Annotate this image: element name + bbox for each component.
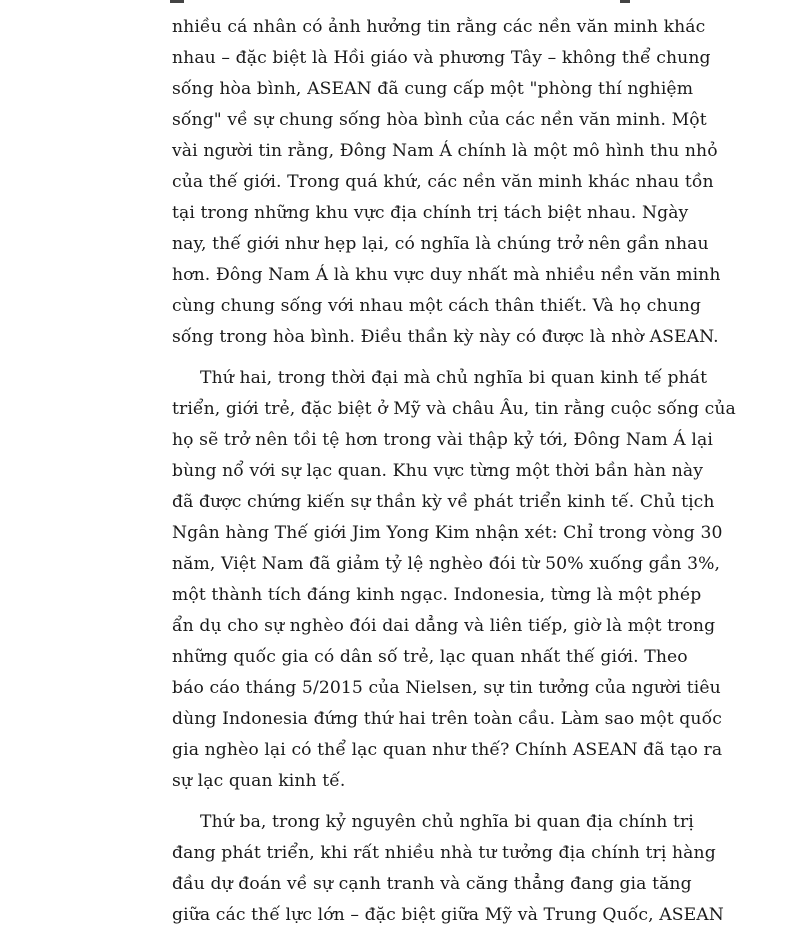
text-line: vài người tin rằng, Đông Nam Á chính là một mô hình thu nhỏ <box>172 141 718 161</box>
text-line: năm, Việt Nam đã giảm tỷ lệ nghèo đói từ 50% xuống gần 3%, <box>172 554 721 574</box>
text-line: báo cáo tháng 5/2015 của Nielsen, sự tin tưởng của người tiêu <box>172 678 721 698</box>
text-line: tại trong những khu vực địa chính trị tách biệt nhau. Ngày <box>172 203 689 223</box>
text-line: của thế giới. Trong quá khứ, các nền văn minh khác nhau tồn <box>172 172 714 192</box>
text-line: triển, giới trẻ, đặc biệt ở Mỹ và châu Âu, tin rằng cuộc sống của <box>172 399 736 419</box>
text-line: gia nghèo lại có thể lạc quan như thế? Chính ASEAN đã tạo ra <box>172 740 723 760</box>
text-line: những quốc gia có dân số trẻ, lạc quan nhất thế giới. Theo <box>172 647 688 667</box>
text-line: một thành tích đáng kinh ngạc. Indonesia, từng là một phép <box>172 585 702 605</box>
text-line: sống trong hòa bình. Điều thần kỳ này có được là nhờ ASEAN. <box>172 327 719 347</box>
text-line: đầu dự đoán về sự cạnh tranh và căng thẳng đang gia tăng <box>172 874 692 894</box>
paragraph-1 <box>172 12 721 353</box>
text-line: dùng Indonesia đứng thứ hai trên toàn cầu. Làm sao một quốc <box>172 709 722 729</box>
text-line: Thứ hai, trong thời đại mà chủ nghĩa bi quan kinh tế phát <box>200 368 708 388</box>
text-line: Ngân hàng Thế giới Jim Yong Kim nhận xét: Chỉ trong vòng 30 <box>172 523 723 543</box>
text-line: bùng nổ với sự lạc quan. Khu vực từng một thời bần hàn này <box>172 461 704 481</box>
text-line: ẩn dụ cho sự nghèo đói dai dẳng và liên tiếp, giờ là một trong <box>172 616 716 636</box>
paragraph-3 <box>172 807 724 931</box>
text-line: sống hòa bình, ASEAN đã cung cấp một "phòng thí nghiệm <box>172 79 694 99</box>
text-line: Thứ ba, trong kỷ nguyên chủ nghĩa bi quan địa chính trị <box>200 812 694 832</box>
text-line: nay, thế giới như hẹp lại, có nghĩa là chúng trở nên gần nhau <box>172 234 709 254</box>
paragraph-2 <box>172 363 736 797</box>
body-text <box>172 12 736 931</box>
text-line: nhau – đặc biệt là Hồi giáo và phương Tây – không thể chung <box>172 48 711 68</box>
text-line: sống" về sự chung sống hòa bình của các nền văn minh. Một <box>172 110 707 130</box>
top-edge-mark-left <box>170 0 184 3</box>
text-line: đã được chứng kiến sự thần kỳ về phát triển kinh tế. Chủ tịch <box>172 492 715 512</box>
text-line: đang phát triển, khi rất nhiều nhà tư tưởng địa chính trị hàng <box>172 843 716 863</box>
text-line: giữa các thế lực lớn – đặc biệt giữa Mỹ và Trung Quốc, ASEAN <box>172 905 724 925</box>
top-edge-mark-right <box>620 0 630 3</box>
text-line: sự lạc quan kinh tế. <box>172 771 346 791</box>
text-line: họ sẽ trở nên tồi tệ hơn trong vài thập kỷ tới, Đông Nam Á lại <box>172 430 713 450</box>
paragraph-gap <box>172 797 626 807</box>
text-line: cùng chung sống với nhau một cách thân thiết. Và họ chung <box>172 296 701 316</box>
text-line: nhiều cá nhân có ảnh hưởng tin rằng các nền văn minh khác <box>172 17 706 37</box>
paragraph-gap <box>172 353 626 363</box>
text-line: hơn. Đông Nam Á là khu vực duy nhất mà nhiều nền văn minh <box>172 265 721 285</box>
page-top-edge <box>0 0 800 8</box>
